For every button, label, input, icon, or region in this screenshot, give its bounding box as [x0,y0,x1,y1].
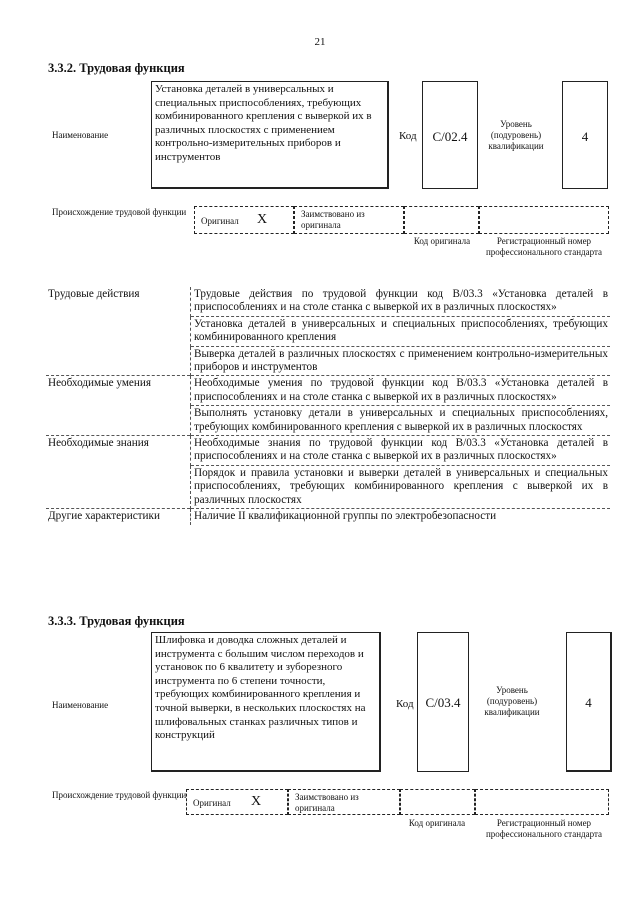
actions-label: Трудовые действия [48,288,140,300]
original-cell-332 [194,206,294,234]
other-item: Наличие II квалификационной группы по электробезопасности [191,509,611,525]
name-label-332: Наименование [52,130,109,140]
skill-item-2: Выполнять установку детали в универсальных и специальных приспособлениях, требующих комбинированного крепления с выверкой их в различных плоскостях [191,406,611,436]
original-label-333: Оригинал [193,798,231,808]
level-value-box-332: 4 [562,81,608,189]
level-label-333: Уровень (подуровень) квалификации [484,685,540,717]
action-item-1: Трудовые действия по трудовой функции код В/03.3 «Установка деталей в приспособлениях и на столе станка с выверкой их в различных плоскостях» [191,287,611,316]
knowledge-label: Необходимые знания [46,436,191,466]
reg-num-cell-333 [475,789,609,815]
code-orig-label-333: Код оригинала [408,818,466,828]
code-label-332: Код [399,130,417,142]
actions-row-3 [46,346,610,376]
origin-label-332: Происхождение трудовой функции [52,207,187,217]
code-value-box-333: С/03.4 [417,632,469,772]
borrowed-cell-332: Заимствовано из оригинала [294,206,404,234]
knowledge-item-2: Порядок и правила установки и выверки деталей в универсальных и специальных приспособлениях, требующих комбинированного крепления с выверкой их в различных плоскостях [191,465,611,508]
original-label-332: Оригинал [201,216,239,226]
function-name-box-333: Шлифовка и доводка сложных деталей и инструмента с большим числом переходов и установок по 6 квалитету и зуборезного инструмента по 6 степени точности, требующих комбинированного крепления и точной выверки, в нескольких плоскостях на шлифовальных станках различных типов и конструкций [151,632,381,772]
name-label-333: Наименование [52,700,109,710]
original-mark-333: Х [251,794,262,809]
knowledge-row-2 [46,465,610,508]
actions-row-2 [46,316,610,346]
function-name-box-332: Установка деталей в универсальных и специальных приспособлениях, требующих комбинированного крепления с выверкой их в различных плоскостях с применением контрольно-измерительных приборов и инструментов [151,81,389,189]
reg-num-label-333: Регистрационный номер профессионального стандарта [485,818,603,839]
code-orig-cell-332 [404,206,479,234]
section-heading-333: 3.3.3. Трудовая функция [48,614,185,628]
level-value-box-333: 4 [566,632,612,772]
skill-item-1: Необходимые умения по трудовой функции код В/03.3 «Установка деталей в приспособлениях и на столе станка с выверкой их в различных плоскостях» [191,376,611,406]
knowledge-item-1: Необходимые знания по трудовой функции код В/03.3 «Установка деталей в приспособлениях и на столе станка с выверкой их в различных плоскостях» [191,436,611,466]
other-label: Другие характеристики [46,509,191,525]
borrowed-cell-333: Заимствовано из оригинала [288,789,400,815]
original-mark-332: Х [257,212,268,227]
code-label-333: Код [396,698,414,710]
code-value-box-332: С/02.4 [422,81,478,189]
skills-row-1 [46,376,610,406]
reg-num-cell-332 [479,206,609,234]
section-heading-332: 3.3.2. Трудовая функция [48,61,185,75]
function-details-table [46,287,610,525]
origin-label-333: Происхождение трудовой функции [52,790,187,800]
actions-row-1 [46,287,610,316]
skills-label: Необходимые умения [46,376,191,406]
action-item-3: Выверка деталей в различных плоскостях с применением контрольно-измерительных приборов и инструментов [191,346,611,376]
level-label-332: Уровень (подуровень) квалификации [488,119,544,151]
other-row [46,509,610,525]
skills-row-2 [46,406,610,436]
action-item-2: Установка деталей в универсальных и специальных приспособлениях, требующих комбинированного крепления [191,316,611,346]
page-number: 21 [314,36,326,48]
code-orig-label-332: Код оригинала [413,236,471,246]
original-cell-333 [186,789,288,815]
reg-num-label-332: Регистрационный номер профессионального стандарта [485,236,603,257]
code-orig-cell-333 [400,789,475,815]
knowledge-row-1 [46,436,610,466]
